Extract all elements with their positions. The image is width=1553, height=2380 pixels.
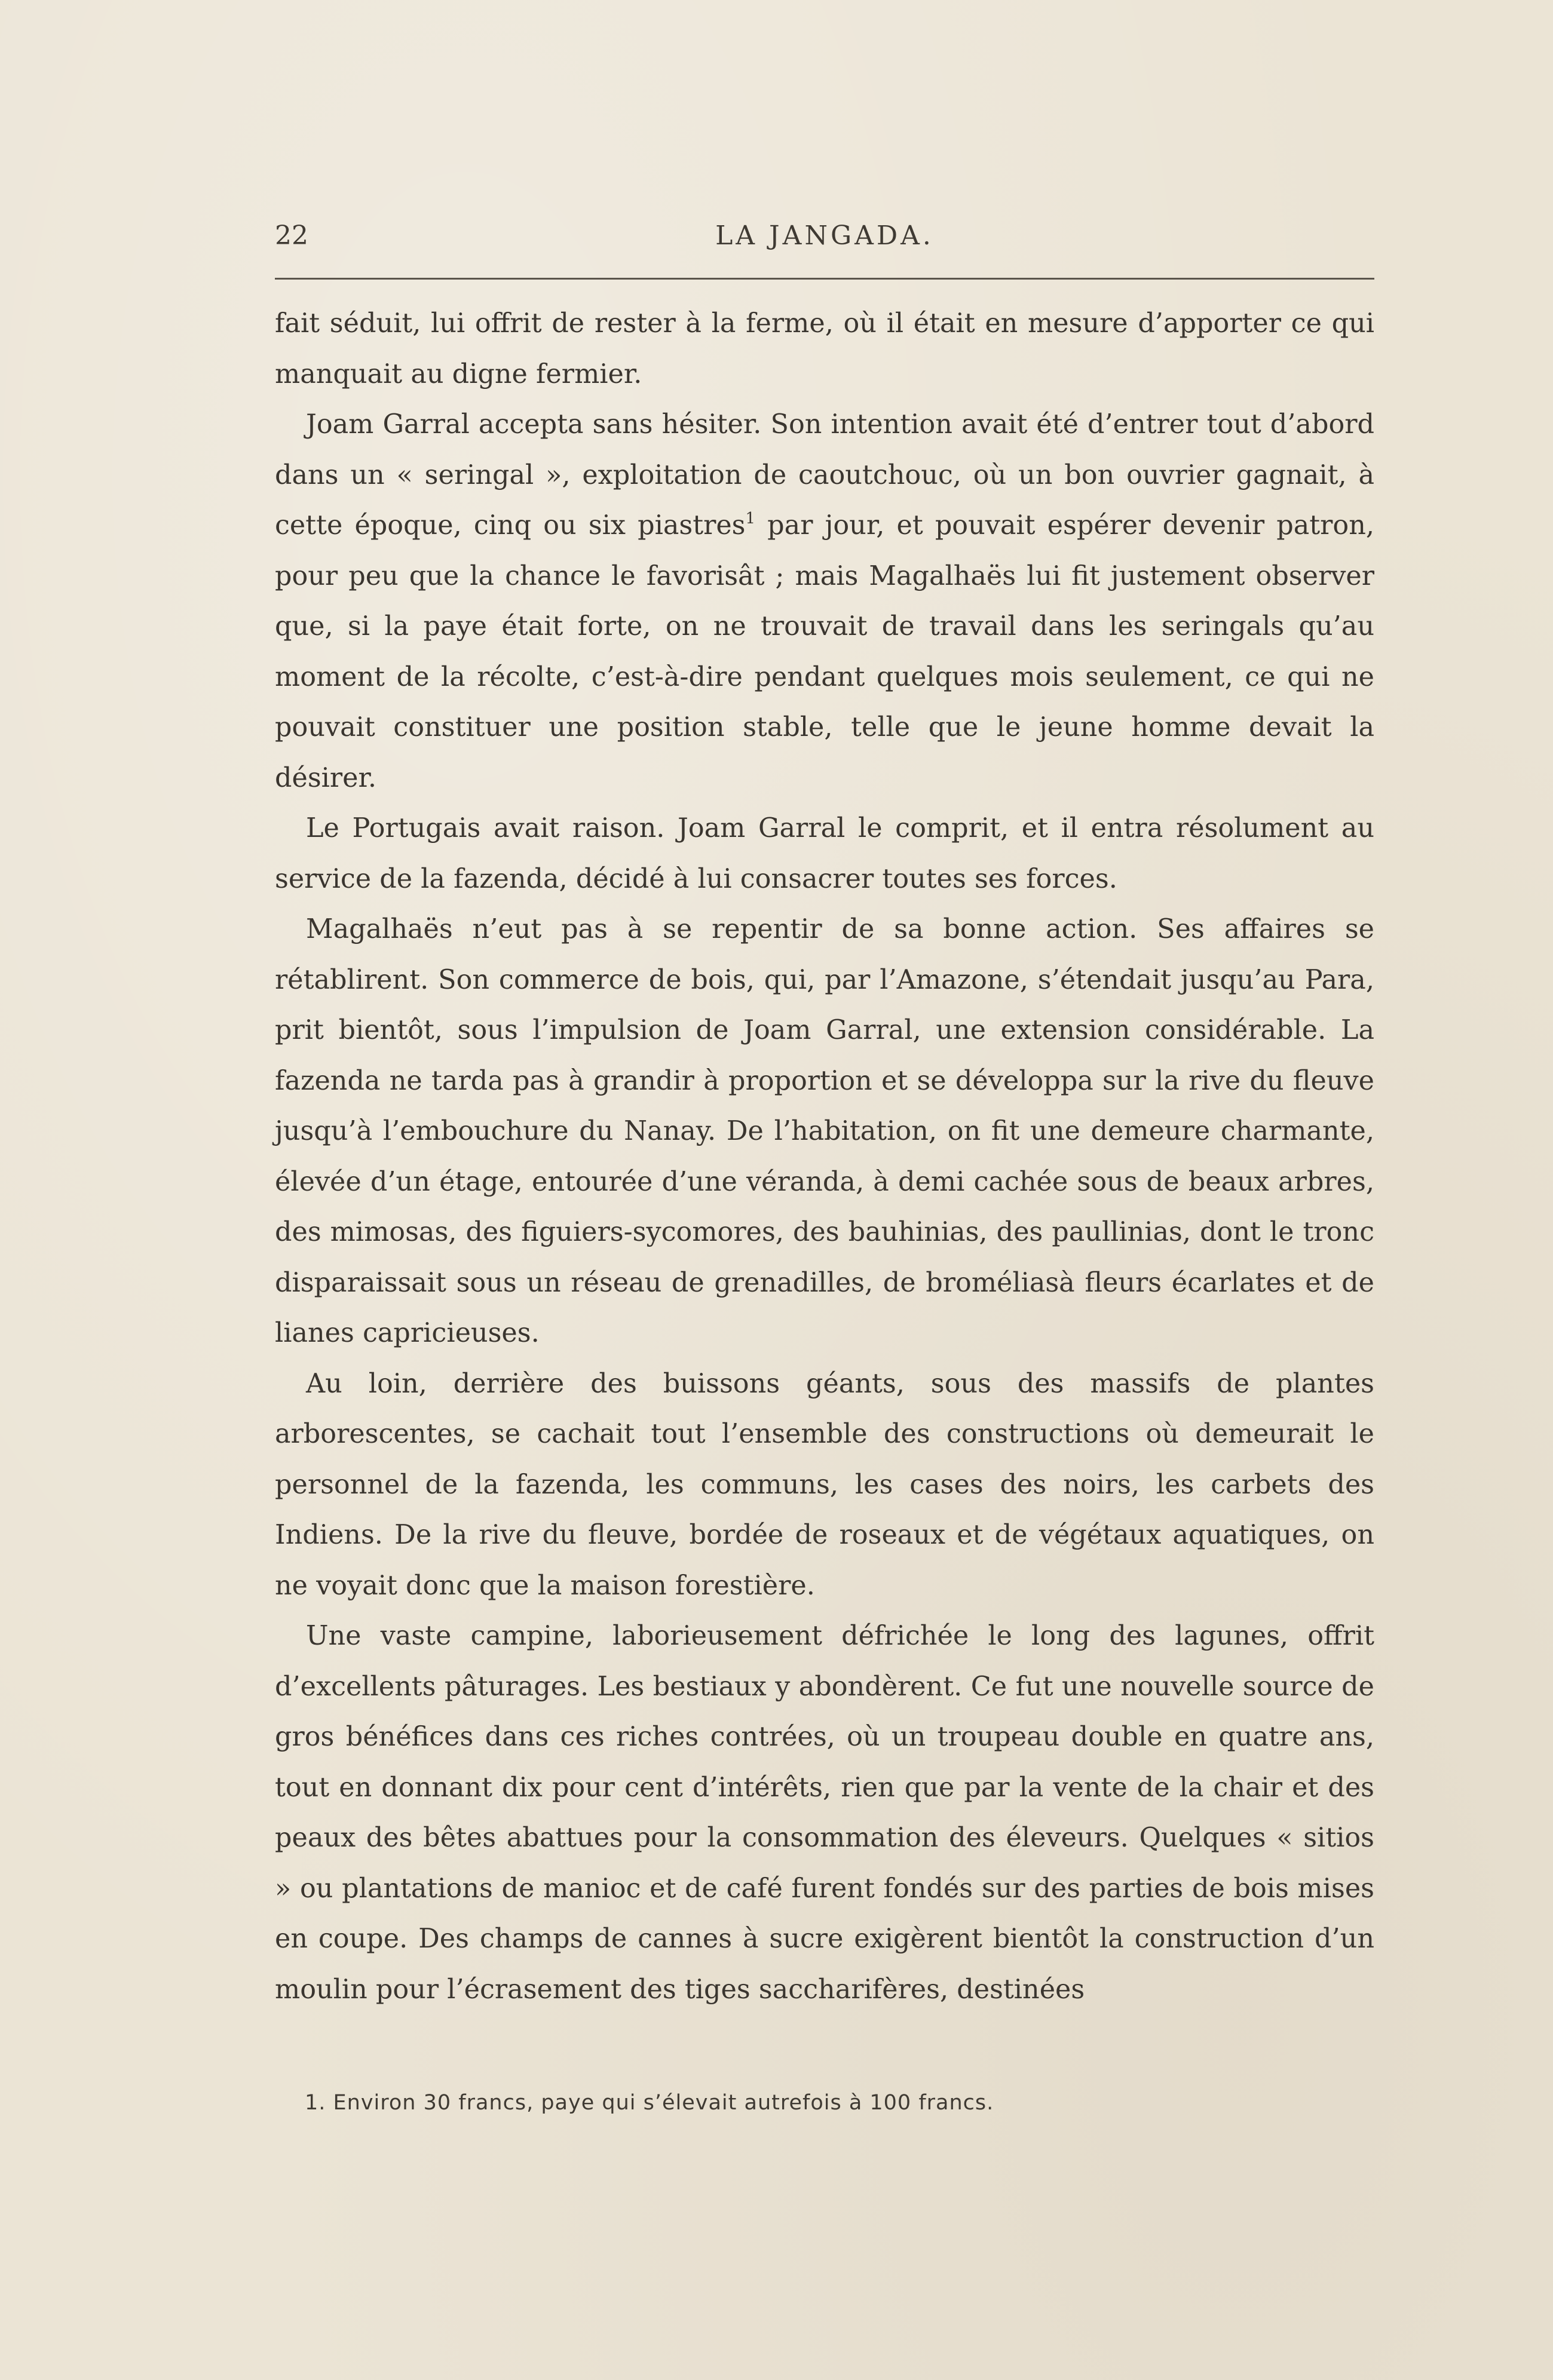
running-title: LA JANGADA. [715, 220, 934, 251]
footnote: 1. Environ 30 francs, paye qui s’élevait autrefois à 100 francs. [305, 2091, 994, 2115]
paragraph-6: Une vaste campine, laborieusement défrichée le long des lagunes, offrit d’excellents pâturages. Les bestiaux y abondèrent. Ce fut une nouvelle source de gros bénéfices dans ces riches contrées, où un troupeau double en quatre ans, tout en donnant dix pour cent d’intérêts, rien que par la vente de la chair et des peaux des bêtes abattues pour la consommation des éleveurs. Quelques « sitios » ou plantations de manioc et de café furent fondés sur des parties de bois mises en coupe. Des champs de cannes à sucre exigèrent bientôt la construction d’un moulin pour l’écrasement des tiges saccharifères, destinées [275, 1621, 1374, 2005]
paragraph-2-text-after: par jour, et pouvait espérer devenir patron, pour peu que la chance le favorisât ; mais Magalhaës lui fit justement observer que, si la paye était forte, on ne trouvait de travail dans les seringals qu’au moment de la récolte, c’est-à-dire pendant quelques mois seulement, ce qui ne pouvait constituer une position stable, telle que le jeune homme devait la désirer. [275, 510, 1374, 793]
paragraph-5: Au loin, derrière des buissons géants, sous des massifs de plantes arborescentes, se cachait tout l’ensemble des constructions où demeurait le personnel de la fazenda, les communs, les cases des noirs, les carbets des Indiens. De la rive du fleuve, bordée de roseaux et de végétaux aquatiques, on ne voyait donc que la maison forestière. [275, 1368, 1374, 1601]
paragraph-2 [275, 400, 1374, 803]
page-number: 22 [275, 220, 308, 251]
body-text [275, 299, 1374, 2015]
paragraph-4: Magalhaës n’eut pas à se repentir de sa bonne action. Ses affaires se rétablirent. Son commerce de bois, qui, par l’Amazone, s’étendait jusqu’au Para, prit bientôt, sous l’impulsion de Joam Garral, une extension considérable. La fazenda ne tarda pas à grandir à proportion et se développa sur la rive du fleuve jusqu’à l’embouchure du Nanay. De l’habitation, on fit une demeure charmante, élevée d’un étage, entourée d’une véranda, à demi cachée sous de beaux arbres, des mimosas, des figuiers-sycomores, des bauhinias, des paullinias, dont le tronc disparaissait sous un réseau de grenadilles, de broméliasà fleurs écarlates et de lianes capricieuses. [275, 914, 1374, 1348]
header-rule [275, 278, 1374, 280]
paragraph-1: fait séduit, lui offrit de rester à la ferme, où il était en mesure d’apporter ce qui manquait au digne fermier. [275, 308, 1374, 389]
paragraph-2-text-before: Joam Garral accepta sans hésiter. Son intention avait été d’entrer tout d’abord dans un « seringal », exploitation de caoutchouc, où un bon ouvrier gagnait, à cette époque, cinq ou six piastres [275, 409, 1374, 541]
page-header [275, 215, 1374, 257]
paragraph-3: Le Portugais avait raison. Joam Garral le comprit, et il entra résolument au service de la fazenda, décidé à lui consacrer toutes ses forces. [275, 813, 1374, 894]
footnote-reference: 1 [745, 510, 756, 527]
